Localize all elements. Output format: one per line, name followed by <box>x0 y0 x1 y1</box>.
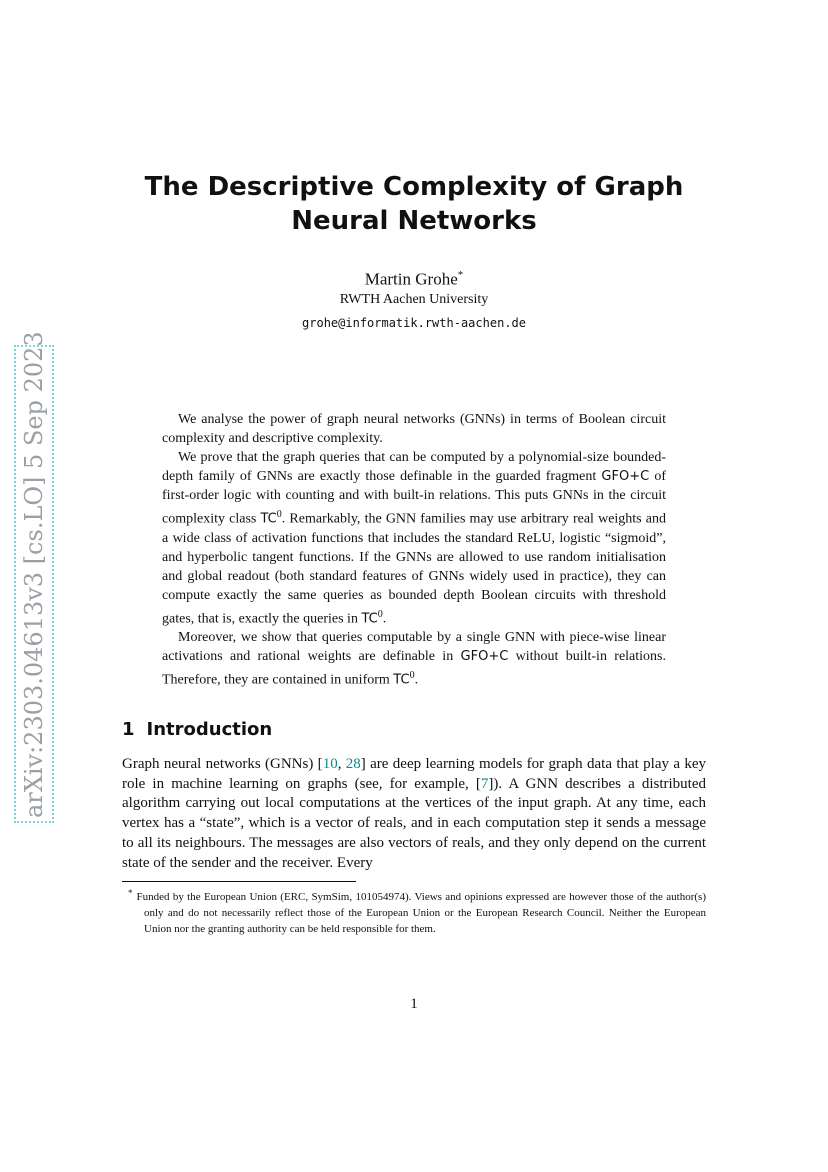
citation-link[interactable]: 7 <box>480 775 489 792</box>
complexity-class: TC <box>361 611 378 627</box>
complexity-class: TC <box>393 672 410 688</box>
abstract-paragraph: Moreover, we show that queries computable by a single GNN with piece-wise linear activations and rational weights are definable in GFO+C without built-in relations. Therefore, they are contained in uniform $TC^0$. <box>162 630 666 688</box>
arxiv-identifier[interactable]: arXiv:2303.04613v3 [cs.LO] 5 Sep 2023 <box>20 331 48 818</box>
abstract-paragraph: We analyse the power of graph neural networks (GNNs) in terms of Boolean circuit complexity and descriptive complexity. <box>162 412 666 446</box>
abstract <box>162 410 666 690</box>
section-title: Introduction <box>146 719 273 740</box>
author-email[interactable]: grohe@informatik.rwth-aachen.de <box>302 316 526 330</box>
intro-paragraph: Graph neural networks (GNNs) [10, 28] are deep learning models for graph data that play a key role in machine learning on graphs (see, for example, [7]). A GNN describes a distributed algorithm carrying out local computations at the vertices of the input graph. At any time, each vertex has a “state”, which is a vector of reals, and in each computation step it sends a message to all its neighbours. The messages are also vectors of reals, and they only depend on the current state of the sender and the receiver. Every <box>122 756 707 871</box>
author-name: Martin Grohe <box>364 269 458 289</box>
complexity-class: TC <box>260 511 277 527</box>
paper-title: The Descriptive Complexity of Graph Neural Networks <box>144 172 684 236</box>
section-number: 1 <box>122 719 135 740</box>
citation-link[interactable]: 10 <box>322 756 338 772</box>
footnote-rule <box>122 881 356 882</box>
abstract-paragraph: We prove that the graph queries that can be computed by a polynomial-size bounded-depth family of GNNs are exactly those definable in the guarded fragment GFO+C of first-order logic with counting and with built-in relations. This puts GNNs in the circuit complexity class $TC^0$. Remarkably, the GNN families may use arbitrary real weights and a wide class of activation functions that includes the standard ReLU, logistic “sigmoid”, and hyperbolic tangent functions. If the GNNs are allowed to use random initialisation and global readout (both standard features of GNNs widely used in practice), they can compute exactly the same queries as bounded depth Boolean circuits with threshold gates, that is, exactly the queries in $TC^0$. <box>162 450 666 627</box>
footnote-text: Funded by the European Union (ERC, SymSim, 101054974). Views and opinions expressed are however those of the author(s) only and do not necessarily reflect those of the European Union or the European Research Council. Neither the European Union nor the granting authority can be held responsible for them. <box>136 891 706 935</box>
section-heading <box>122 718 272 742</box>
affiliation: RWTH Aachen University <box>339 292 489 307</box>
logic-name: GFO+C <box>460 649 509 665</box>
citation-link[interactable]: 28 <box>345 756 361 772</box>
footnote-mark: * <box>128 888 133 898</box>
logic-name: GFO+C <box>601 469 650 484</box>
footnote <box>122 885 706 937</box>
author-footnote-mark: * <box>457 269 464 281</box>
author-line <box>120 264 708 291</box>
page-number: 1 <box>410 996 418 1012</box>
